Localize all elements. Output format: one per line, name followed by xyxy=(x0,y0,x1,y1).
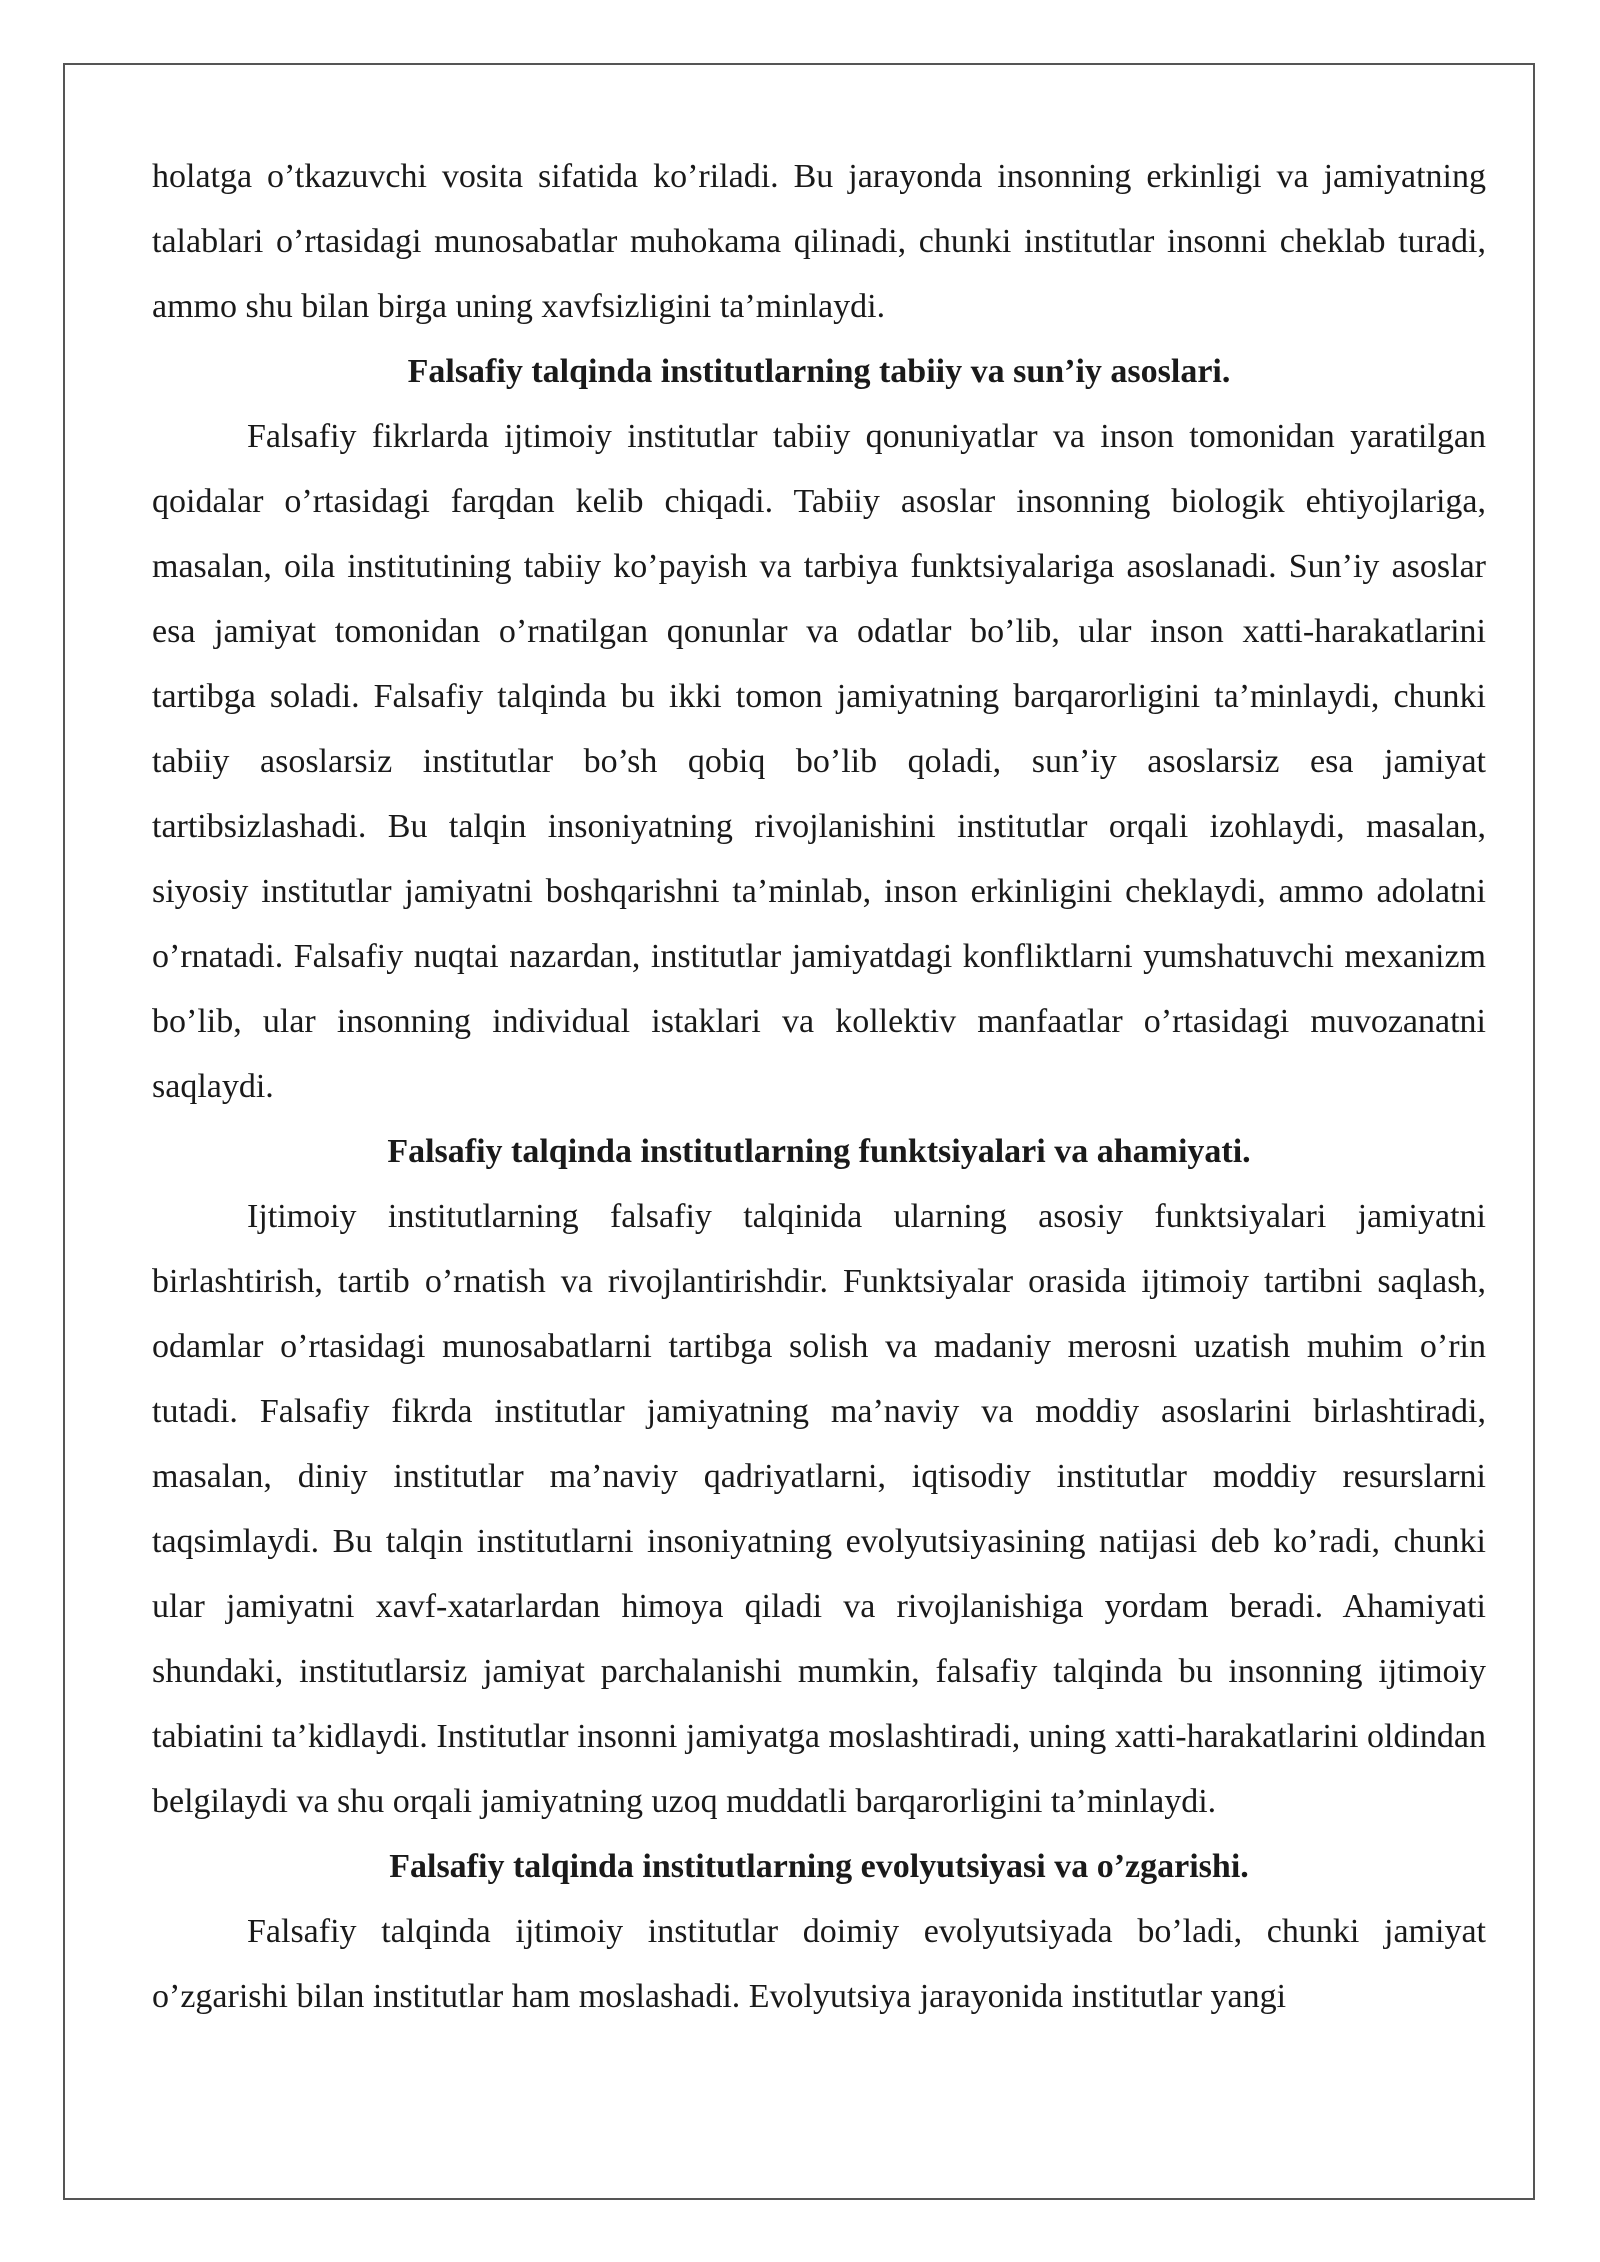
paragraph-functions-importance: Ijtimoiy institutlarning falsafiy talqinida ularning asosiy funktsiyalari jamiyatni birlashtirish, tartib o’rnatish va rivojlantirishdir. Funktsiyalar orasida ijtimoiy tartibni saqlash, odamlar o’rtasidagi munosabatlarni tartibga solish va madaniy merosni uzatish muhim o’rin tutadi. Falsafiy fikrda institutlar jamiyatning ma’naviy va moddiy asoslarini birlashtiradi, masalan, diniy institutlar ma’naviy qadriyatlarni, iqtisodiy institutlar moddiy resurslarni taqsimlaydi. Bu talqin institutlarni insoniyatning evolyutsiyasining natijasi deb ko’radi, chunki ular jamiyatni xavf-xatarlardan himoya qiladi va rivojlanishiga yordam beradi. Ahamiyati shundaki, institutlarsiz jamiyat parchalanishi mumkin, falsafiy talqinda bu insonning ijtimoiy tabiatini ta’kidlaydi. Institutlar insonni jamiyatga moslashtiradi, uning xatti-harakatlarini oldindan belgilaydi va shu orqali jamiyatning uzoq muddatli barqarorligini ta’minlaydi. xyxy=(152,1198,1486,1820)
section-heading-functions-importance: Falsafiy talqinda institutlarning funktsiyalari va ahamiyati. xyxy=(387,1133,1251,1170)
paragraph-natural-artificial-foundations: Falsafiy fikrlarda ijtimoiy institutlar tabiiy qonuniyatlar va inson tomonidan yaratilgan qoidalar o’rtasidagi farqdan kelib chiqadi. Tabiiy asoslar insonning biologik ehtiyojlariga, masalan, oila institutining tabiiy ko’payish va tarbiya funktsiyalariga asoslanadi. Sun’iy asoslar esa jamiyat tomonidan o’rnatilgan qonunlar va odatlar bo’lib, ular inson xatti-harakatlarini tartibga soladi. Falsafiy talqinda bu ikki tomon jamiyatning barqarorligini ta’minlaydi, chunki tabiiy asoslarsiz institutlar bo’sh qobiq bo’lib qoladi, sun’iy asoslarsiz esa jamiyat tartibsizlashadi. Bu talqin insoniyatning rivojlanishini institutlar orqali izohlaydi, masalan, siyosiy institutlar jamiyatni boshqarishni ta’minlab, inson erkinligini cheklaydi, ammo adolatni o’rnatadi. Falsafiy nuqtai nazardan, institutlar jamiyatdagi konfliktlarni yumshatuvchi mexanizm bo’lib, ular insonning individual istaklari va kollektiv manfaatlar o’rtasidagi muvozanatni saqlaydi. xyxy=(152,418,1486,1105)
document-body xyxy=(152,144,1486,2029)
paragraph-continuation: holatga o’tkazuvchi vosita sifatida ko’riladi. Bu jarayonda insonning erkinligi va jamiyatning talablari o’rtasidagi munosabatlar muhokama qilinadi, chunki institutlar insonni cheklab turadi, ammo shu bilan birga uning xavfsizligini ta’minlaydi. xyxy=(152,158,1486,325)
paragraph-evolution-change: Falsafiy talqinda ijtimoiy institutlar doimiy evolyutsiyada bo’ladi, chunki jamiyat o’zgarishi bilan institutlar ham moslashadi. Evolyutsiya jarayonida institutlar yangi xyxy=(152,1913,1486,2015)
section-heading-natural-artificial-foundations: Falsafiy talqinda institutlarning tabiiy va sun’iy asoslari. xyxy=(407,353,1231,390)
section-heading-evolution-change: Falsafiy talqinda institutlarning evolyutsiyasi va o’zgarishi. xyxy=(389,1848,1249,1885)
